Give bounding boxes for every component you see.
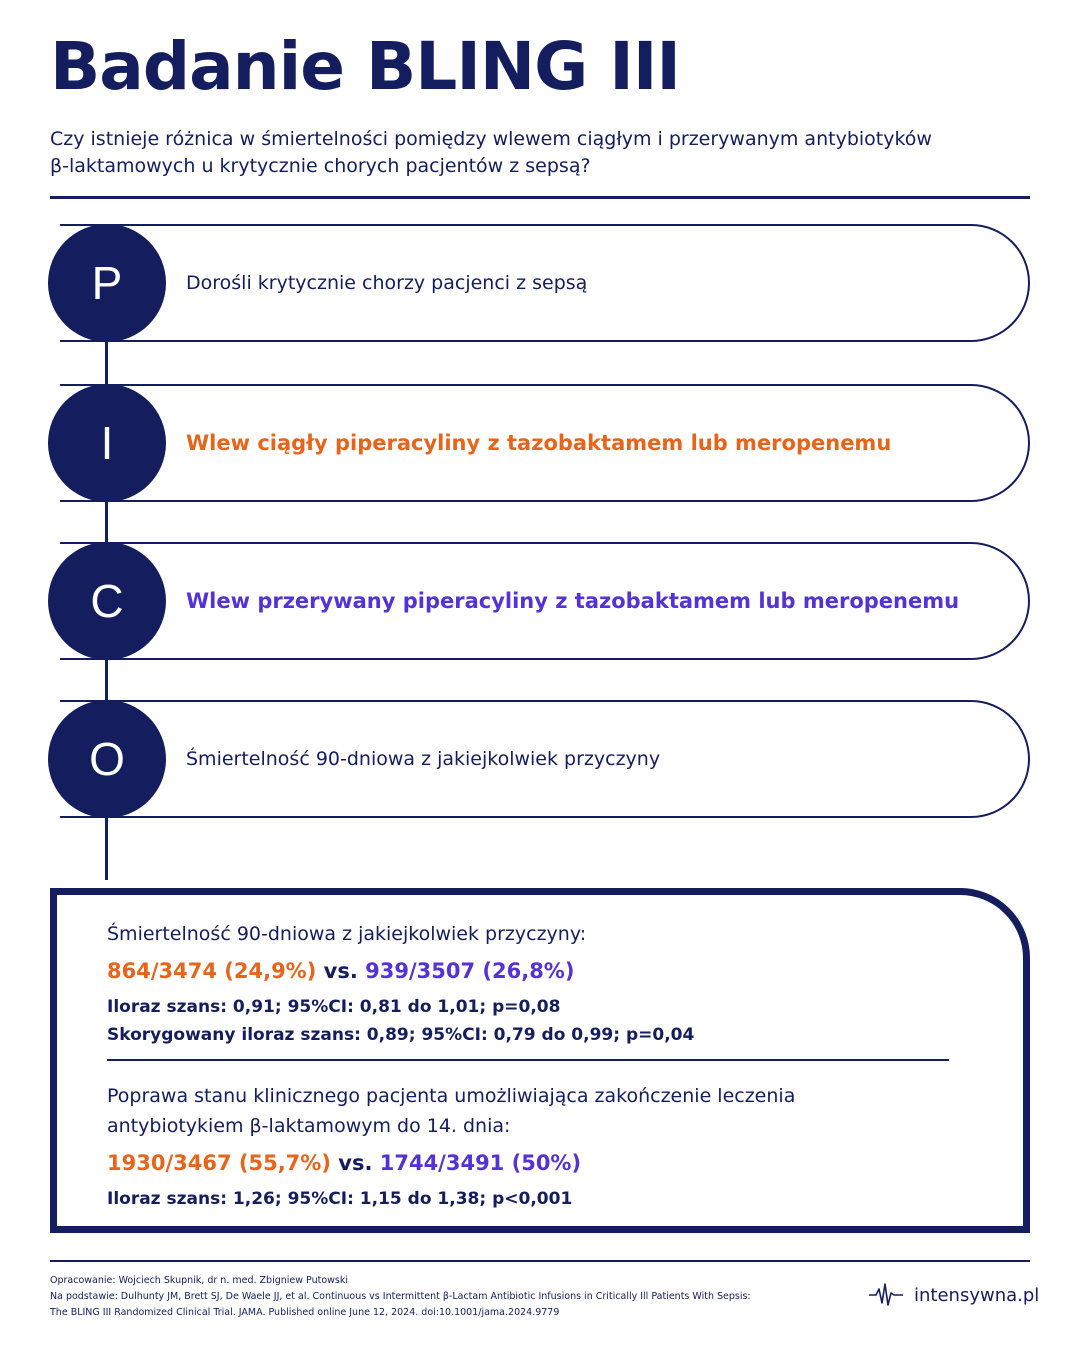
pico-row-intervention bbox=[60, 384, 1030, 502]
pico-text-population: Dorośli krytycznie chorzy pacjenci z sepsą bbox=[186, 272, 588, 294]
pico-row-comparison bbox=[60, 542, 1030, 660]
result1-continuous: 864/3474 (24,9%) bbox=[107, 959, 317, 983]
result1-label: Śmiertelność 90-dniowa z jakiejkolwiek przyczyny: bbox=[107, 923, 587, 945]
result1-stat-adjusted-or: Skorygowany iloraz szans: 0,89; 95%CI: 0,79 do 0,99; p=0,04 bbox=[107, 1025, 695, 1045]
logo bbox=[868, 1281, 1039, 1309]
result1-vs: vs. bbox=[323, 959, 358, 983]
pico-badge-c: C bbox=[48, 542, 166, 660]
pico-text-intervention: Wlew ciągły piperacyliny z tazobaktamem lub meropenemu bbox=[186, 431, 892, 455]
footer-source-line2: The BLING III Randomized Clinical Trial. JAMA. Published online June 12, 2024. doi:10.1001/jama.2024.9779 bbox=[50, 1307, 560, 1318]
pico-badge-o: O bbox=[48, 700, 166, 818]
footer-citation bbox=[50, 1273, 840, 1321]
result2-vs: vs. bbox=[338, 1151, 373, 1175]
logo-text: intensywna.pl bbox=[914, 1284, 1040, 1306]
result2-label-line1: Poprawa stanu klinicznego pacjenta umożliwiająca zakończenie leczenia bbox=[107, 1085, 796, 1107]
pico-row-outcome bbox=[60, 700, 1030, 818]
result1-numbers bbox=[107, 959, 574, 983]
pico-text-comparison: Wlew przerywany piperacyliny z tazobaktamem lub meropenemu bbox=[186, 589, 960, 613]
result2-numbers bbox=[107, 1151, 581, 1175]
footer-source-line1: Na podstawie: Dulhunty JM, Brett SJ, De Waele JJ, et al. Continuous vs Intermittent β-Lactam Antibiotic Infusions in Critically Ill Patients With Sepsis: bbox=[50, 1291, 751, 1302]
result2-intermittent: 1744/3491 (50%) bbox=[379, 1151, 582, 1175]
result2-continuous: 1930/3467 (55,7%) bbox=[107, 1151, 331, 1175]
footer-authors: Opracowanie: Wojciech Skupnik, dr n. med. Zbigniew Putowski bbox=[50, 1275, 349, 1286]
divider-bottom bbox=[50, 1260, 1030, 1262]
pico-badge-i: I bbox=[48, 384, 166, 502]
pico-badge-p: P bbox=[48, 224, 166, 342]
results-box bbox=[50, 888, 1030, 1233]
pico-text-outcome: Śmiertelność 90-dniowa z jakiejkolwiek przyczyny bbox=[186, 748, 661, 770]
result1-stat-or: Iloraz szans: 0,91; 95%CI: 0,81 do 1,01; p=0,08 bbox=[107, 997, 561, 1017]
pico-row-population bbox=[60, 224, 1030, 342]
results-divider bbox=[107, 1059, 949, 1061]
result1-intermittent: 939/3507 (26,8%) bbox=[365, 959, 575, 983]
result2-label-line2: antybiotykiem β-laktamowym do 14. dnia: bbox=[107, 1115, 511, 1137]
result2-stat-or: Iloraz szans: 1,26; 95%CI: 1,15 do 1,38; p<0,001 bbox=[107, 1189, 573, 1209]
heartbeat-icon bbox=[868, 1281, 904, 1309]
divider-top bbox=[50, 196, 1030, 199]
page-title: Badanie BLING III bbox=[50, 28, 680, 105]
subtitle-question: Czy istnieje różnica w śmiertelności pomiędzy wlewem ciągłym i przerywanym antybiotyków β-laktamowych u krytycznie chorych pacjentów z sepsą? bbox=[50, 128, 932, 177]
